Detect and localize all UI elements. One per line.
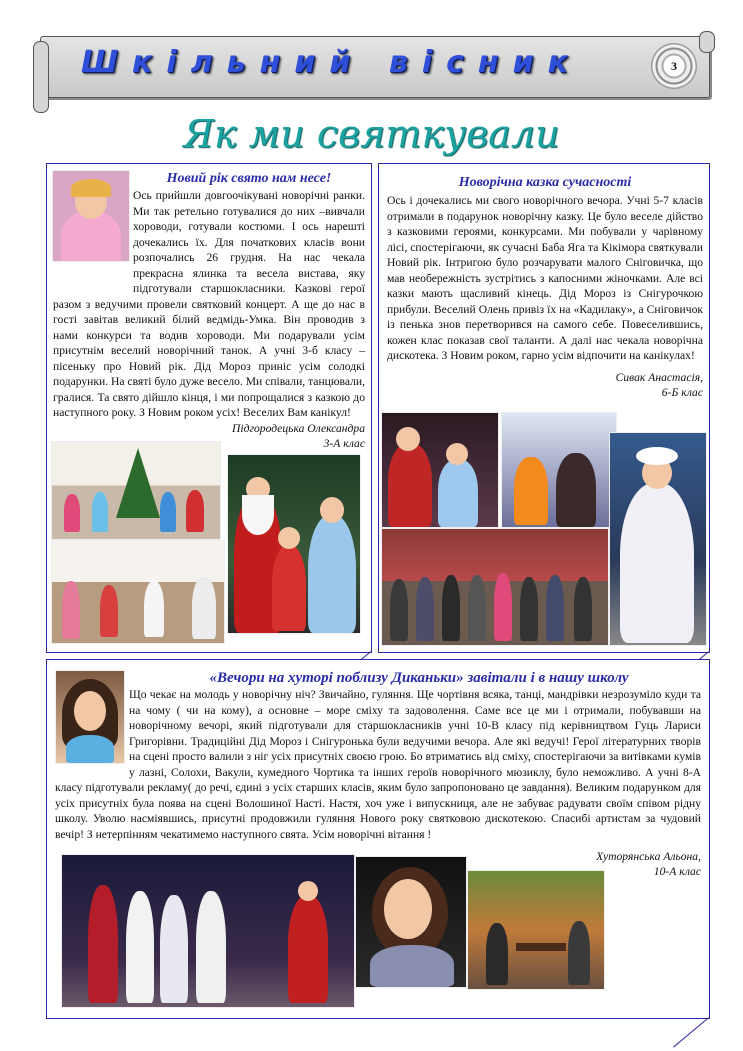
article1-class: 3-А клас	[323, 436, 365, 450]
newspaper-title: Шкільний вісник	[81, 45, 583, 80]
article1-body: Ось прийшли довгоочікувані новорічні ранки. Ми так ретельно готувалися до них –вивчали хороводи, готували костюми. І ось нарешті дочекались їх. Для початкових класів вони розпочались 26 грудня. На нас чекала прекрасна ялинка та весела вистава, яку підготували старшокласники. Казкові герої разом з ведучими провели святковий концерт. А ще до нас в гості завітав великий білий ведмідь-Умка. Він проводив з нами конкурси та водив хороводи. Ми подарували усім присутнім веселий новорічний танок. А учні 3-б класу – пісеньку про Новий рік. Дід Мороз приніс усім солодкі подарунки. На святі було дуже весело. Ми співали, танцювали, гралися. Та свято дійшло кінця, і ми попрощалися з казкою до наступного року. З Новим роком усіх! Веселих Вам канікул!	[53, 189, 365, 419]
article1-author: Підгородецька Олександра	[232, 421, 365, 435]
scroll-curl-left	[33, 41, 49, 113]
article2-photo-snow-maiden	[381, 412, 499, 528]
article3-body: Що чекає на молодь у новорічну ніч? Звичайно, гуляння. Ще чортівня всяка, танці, мандрівки незрозуміло куди та на чому ( чи на кому), а основне – море сміху та задоволення. Саме все це ми і отримали, побувавши на новорічному вечорі, який підготували для старшокласників учні 10-В класу під керівництвом Гуць Лариси Григорівни. Традиційні Дід Мороз і Снігуронька були ведучими вечора. Але які ведучі! Герої літературних творів на сцені просто валили з ніг усіх присутніх своєю грою. Бо втриматись від сміху, спостерігаючи за витівками кумів у лазні, Солохи, Вакули, кумедного Чортика та інших героїв новорічного мюзиклу, було неможливо. А учні 8-А класу підготували рекламу( до речі, єдині з усіх старших класів, яким було запропоновано це завдання). Великим подарунком для усіх присутніх була поява на сцені Волошиної Насті. Настя, хоч уже і випускниця, але не забуває радувати своїм співом рідну школу. Уволю насміявшись, присутні продовжили гуляння Нового року святковою дискотекою. Спасибі артистам за чудовий вечір! З нетерпінням чекатимемо наступного свята. Усім новорічні вітання !	[55, 688, 701, 841]
article-box-dykanka	[46, 659, 710, 1019]
article2-body: Ось і дочекались ми свого новорічного вечора. Учні 5-7 класів отримали в подарунок новорічну казку. Це було веселе дійство з казковими героями, конкурсами. Ми побували у чарівному лісі, спостерігаючи, як сучасні Баба Яга та Кікімора святкували Новий рік. Інтригою було розчарувати малого Сніговичка, що мав необережність зустрітись з капосними жіночками. Але всі казки мають щасливий кінець. Дід Мороз із Снігурочкою прибули. Веселий Олень привіз їх на «Кадилаку», а Сніговичок із пенька знов перетворився на самого себе. Повеселившись, кожен клас показав свої таланти. А далі нас чекала новорічна дискотека. З Новим роком, гарно усім відпочити на канікулах!	[387, 194, 703, 362]
article3-author: Хуторянська Альона,	[596, 850, 701, 863]
article2-photo-snowman	[609, 432, 707, 646]
article3-photo-singer	[355, 856, 467, 988]
article3-title: «Вечори на хуторі поблизу Диканьки» завітали і в нашу школу	[209, 670, 629, 686]
article3-photo-cossacks	[61, 854, 355, 1008]
section-title: Як ми святкували	[183, 112, 560, 156]
article-box-new-year	[46, 163, 372, 653]
article3-class: 10-А клас	[653, 865, 701, 878]
article1-title: Новий рік свято нам несе!	[166, 171, 332, 186]
page-number: 3	[651, 43, 697, 89]
article1-photo-ded-moroz	[227, 454, 361, 634]
page-curl-decoration	[673, 1017, 709, 1047]
header-banner	[40, 36, 710, 98]
article-box-fairy-tale	[378, 163, 710, 653]
article2-author: Сивак Анастасія,	[615, 370, 703, 384]
scroll-curl-right	[699, 31, 715, 53]
article2-photo-group	[381, 528, 609, 646]
article2-photo-stage	[501, 412, 617, 528]
article2-class: 6-Б клас	[661, 385, 703, 399]
article2-title: Новорічна казка сучасності	[458, 175, 632, 190]
article1-photo-circle-dance	[51, 540, 225, 644]
article1-photo-dance	[51, 441, 221, 540]
article3-photo-scene	[467, 870, 605, 990]
